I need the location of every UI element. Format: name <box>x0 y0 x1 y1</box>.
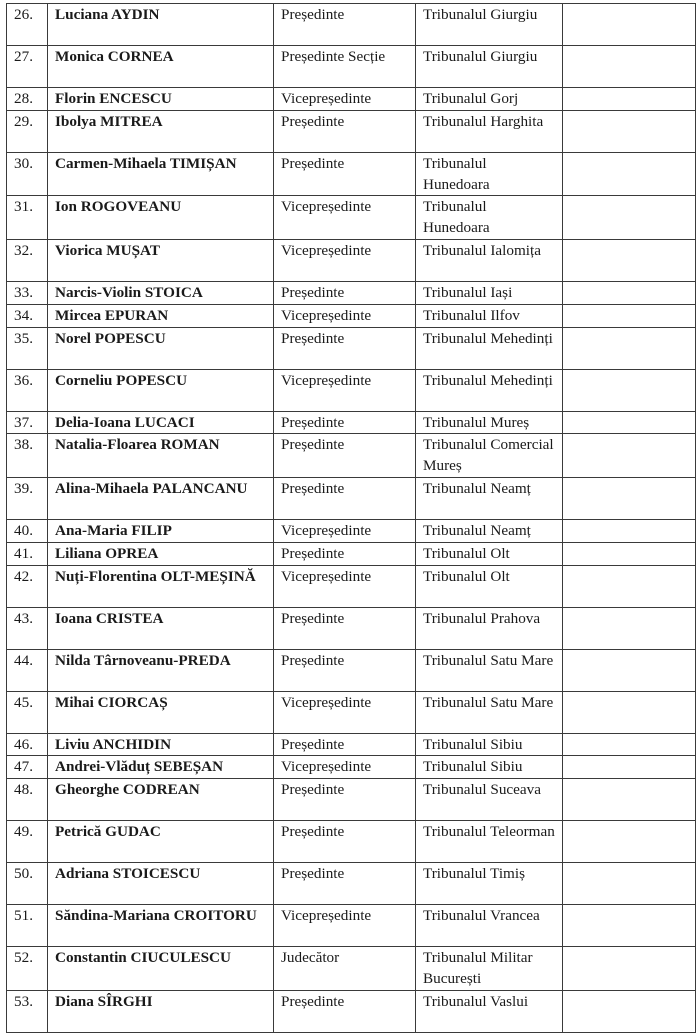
court-cell: Tribunalul Ilfov <box>416 304 563 327</box>
person-name-cell: Diana SÎRGHI <box>48 990 274 1032</box>
table-row <box>7 196 696 240</box>
row-number-cell: 37. <box>7 411 48 434</box>
empty-cell <box>563 88 696 111</box>
function-cell: Președinte <box>274 434 416 478</box>
court-cell: Tribunalul Satu Mare <box>416 691 563 733</box>
court-cell: Tribunalul Neamț <box>416 477 563 519</box>
person-name-cell: Ibolya MITREA <box>48 110 274 152</box>
function-cell: Vicepreședinte <box>274 239 416 281</box>
empty-cell <box>563 947 696 991</box>
empty-cell <box>563 304 696 327</box>
table-row <box>7 863 696 905</box>
court-cell: Tribunalul Olt <box>416 565 563 607</box>
function-cell: Președinte <box>274 733 416 756</box>
function-cell: Vicepreședinte <box>274 519 416 542</box>
empty-cell <box>563 110 696 152</box>
roster-table-body <box>7 4 696 1033</box>
empty-cell <box>563 821 696 863</box>
person-name-cell: Andrei-Vlăduț SEBEȘAN <box>48 756 274 779</box>
table-row <box>7 519 696 542</box>
table-row <box>7 46 696 88</box>
function-cell: Președinte <box>274 542 416 565</box>
court-cell: Tribunalul Satu Mare <box>416 649 563 691</box>
row-number-cell: 43. <box>7 607 48 649</box>
row-number-cell: 27. <box>7 46 48 88</box>
court-cell: Tribunalul Iași <box>416 281 563 304</box>
function-cell: Președinte <box>274 649 416 691</box>
function-cell: Președinte <box>274 990 416 1032</box>
person-name-cell: Constantin CIUCULESCU <box>48 947 274 991</box>
court-cell: Tribunalul Suceava <box>416 779 563 821</box>
row-number-cell: 40. <box>7 519 48 542</box>
empty-cell <box>563 152 696 196</box>
table-row <box>7 281 696 304</box>
empty-cell <box>563 196 696 240</box>
function-cell: Președinte <box>274 281 416 304</box>
function-cell: Președinte Secție <box>274 46 416 88</box>
court-cell: Tribunalul Sibiu <box>416 733 563 756</box>
table-row <box>7 239 696 281</box>
court-cell: Tribunalul Mehedinți <box>416 327 563 369</box>
function-cell: Președinte <box>274 863 416 905</box>
person-name-cell: Ioana CRISTEA <box>48 607 274 649</box>
row-number-cell: 29. <box>7 110 48 152</box>
table-row <box>7 327 696 369</box>
person-name-cell: Mihai CIORCAȘ <box>48 691 274 733</box>
row-number-cell: 41. <box>7 542 48 565</box>
row-number-cell: 45. <box>7 691 48 733</box>
function-cell: Vicepreședinte <box>274 905 416 947</box>
empty-cell <box>563 607 696 649</box>
function-cell: Judecător <box>274 947 416 991</box>
row-number-cell: 32. <box>7 239 48 281</box>
empty-cell <box>563 327 696 369</box>
table-row <box>7 905 696 947</box>
empty-cell <box>563 905 696 947</box>
person-name-cell: Ana-Maria FILIP <box>48 519 274 542</box>
function-cell: Vicepreședinte <box>274 369 416 411</box>
row-number-cell: 30. <box>7 152 48 196</box>
function-cell: Vicepreședinte <box>274 756 416 779</box>
function-cell: Președinte <box>274 4 416 46</box>
table-row <box>7 733 696 756</box>
row-number-cell: 52. <box>7 947 48 991</box>
table-row <box>7 565 696 607</box>
row-number-cell: 53. <box>7 990 48 1032</box>
person-name-cell: Monica CORNEA <box>48 46 274 88</box>
empty-cell <box>563 863 696 905</box>
table-row <box>7 152 696 196</box>
function-cell: Vicepreședinte <box>274 196 416 240</box>
court-cell: Tribunalul Mehedinți <box>416 369 563 411</box>
table-row <box>7 756 696 779</box>
court-cell: Tribunalul Giurgiu <box>416 46 563 88</box>
court-cell: Tribunalul Vrancea <box>416 905 563 947</box>
table-row <box>7 434 696 478</box>
court-cell: Tribunalul Timiș <box>416 863 563 905</box>
table-row <box>7 4 696 46</box>
court-cell: Tribunalul Vaslui <box>416 990 563 1032</box>
person-name-cell: Delia-Ioana LUCACI <box>48 411 274 434</box>
function-cell: Președinte <box>274 477 416 519</box>
empty-cell <box>563 477 696 519</box>
empty-cell <box>563 519 696 542</box>
person-name-cell: Corneliu POPESCU <box>48 369 274 411</box>
function-cell: Președinte <box>274 779 416 821</box>
roster-table <box>6 3 696 1033</box>
empty-cell <box>563 369 696 411</box>
court-cell: Tribunalul Prahova <box>416 607 563 649</box>
empty-cell <box>563 565 696 607</box>
court-cell: Tribunalul Teleorman <box>416 821 563 863</box>
function-cell: Vicepreședinte <box>274 304 416 327</box>
row-number-cell: 35. <box>7 327 48 369</box>
row-number-cell: 31. <box>7 196 48 240</box>
empty-cell <box>563 239 696 281</box>
row-number-cell: 47. <box>7 756 48 779</box>
empty-cell <box>563 411 696 434</box>
table-row <box>7 649 696 691</box>
person-name-cell: Ion ROGOVEANU <box>48 196 274 240</box>
empty-cell <box>563 542 696 565</box>
person-name-cell: Săndina-Mariana CROITORU <box>48 905 274 947</box>
court-cell: Tribunalul Sibiu <box>416 756 563 779</box>
row-number-cell: 46. <box>7 733 48 756</box>
table-row <box>7 110 696 152</box>
person-name-cell: Petrică GUDAC <box>48 821 274 863</box>
document-page <box>6 3 695 1033</box>
row-number-cell: 26. <box>7 4 48 46</box>
function-cell: Președinte <box>274 821 416 863</box>
table-row <box>7 88 696 111</box>
empty-cell <box>563 779 696 821</box>
row-number-cell: 42. <box>7 565 48 607</box>
table-row <box>7 411 696 434</box>
person-name-cell: Adriana STOICESCU <box>48 863 274 905</box>
function-cell: Vicepreședinte <box>274 565 416 607</box>
person-name-cell: Viorica MUȘAT <box>48 239 274 281</box>
table-row <box>7 304 696 327</box>
court-cell: Tribunalul Militar București <box>416 947 563 991</box>
person-name-cell: Narcis-Violin STOICA <box>48 281 274 304</box>
row-number-cell: 39. <box>7 477 48 519</box>
person-name-cell: Florin ENCESCU <box>48 88 274 111</box>
empty-cell <box>563 434 696 478</box>
row-number-cell: 50. <box>7 863 48 905</box>
row-number-cell: 44. <box>7 649 48 691</box>
function-cell: Președinte <box>274 327 416 369</box>
court-cell: Tribunalul Giurgiu <box>416 4 563 46</box>
row-number-cell: 28. <box>7 88 48 111</box>
person-name-cell: Luciana AYDIN <box>48 4 274 46</box>
court-cell: Tribunalul Gorj <box>416 88 563 111</box>
person-name-cell: Liliana OPREA <box>48 542 274 565</box>
court-cell: Tribunalul Hunedoara <box>416 196 563 240</box>
person-name-cell: Nilda Târnoveanu-PREDA <box>48 649 274 691</box>
table-row <box>7 821 696 863</box>
person-name-cell: Gheorghe CODREAN <box>48 779 274 821</box>
court-cell: Tribunalul Harghita <box>416 110 563 152</box>
function-cell: Președinte <box>274 110 416 152</box>
person-name-cell: Nuți-Florentina OLT-MEȘINĂ <box>48 565 274 607</box>
row-number-cell: 51. <box>7 905 48 947</box>
table-row <box>7 369 696 411</box>
row-number-cell: 33. <box>7 281 48 304</box>
table-row <box>7 779 696 821</box>
empty-cell <box>563 46 696 88</box>
empty-cell <box>563 733 696 756</box>
row-number-cell: 36. <box>7 369 48 411</box>
court-cell: Tribunalul Ialomița <box>416 239 563 281</box>
court-cell: Tribunalul Comercial Mureș <box>416 434 563 478</box>
empty-cell <box>563 281 696 304</box>
court-cell: Tribunalul Neamț <box>416 519 563 542</box>
function-cell: Președinte <box>274 152 416 196</box>
table-row <box>7 607 696 649</box>
table-row <box>7 542 696 565</box>
empty-cell <box>563 990 696 1032</box>
court-cell: Tribunalul Mureș <box>416 411 563 434</box>
function-cell: Președinte <box>274 607 416 649</box>
court-cell: Tribunalul Olt <box>416 542 563 565</box>
empty-cell <box>563 4 696 46</box>
person-name-cell: Norel POPESCU <box>48 327 274 369</box>
empty-cell <box>563 756 696 779</box>
row-number-cell: 38. <box>7 434 48 478</box>
function-cell: Vicepreședinte <box>274 691 416 733</box>
person-name-cell: Mircea EPURAN <box>48 304 274 327</box>
row-number-cell: 48. <box>7 779 48 821</box>
empty-cell <box>563 649 696 691</box>
court-cell: Tribunalul Hunedoara <box>416 152 563 196</box>
row-number-cell: 49. <box>7 821 48 863</box>
empty-cell <box>563 691 696 733</box>
function-cell: Vicepreședinte <box>274 88 416 111</box>
table-row <box>7 691 696 733</box>
person-name-cell: Carmen-Mihaela TIMIȘAN <box>48 152 274 196</box>
table-row <box>7 990 696 1032</box>
function-cell: Președinte <box>274 411 416 434</box>
table-row <box>7 477 696 519</box>
row-number-cell: 34. <box>7 304 48 327</box>
person-name-cell: Natalia-Floarea ROMAN <box>48 434 274 478</box>
person-name-cell: Alina-Mihaela PALANCANU <box>48 477 274 519</box>
table-row <box>7 947 696 991</box>
person-name-cell: Liviu ANCHIDIN <box>48 733 274 756</box>
